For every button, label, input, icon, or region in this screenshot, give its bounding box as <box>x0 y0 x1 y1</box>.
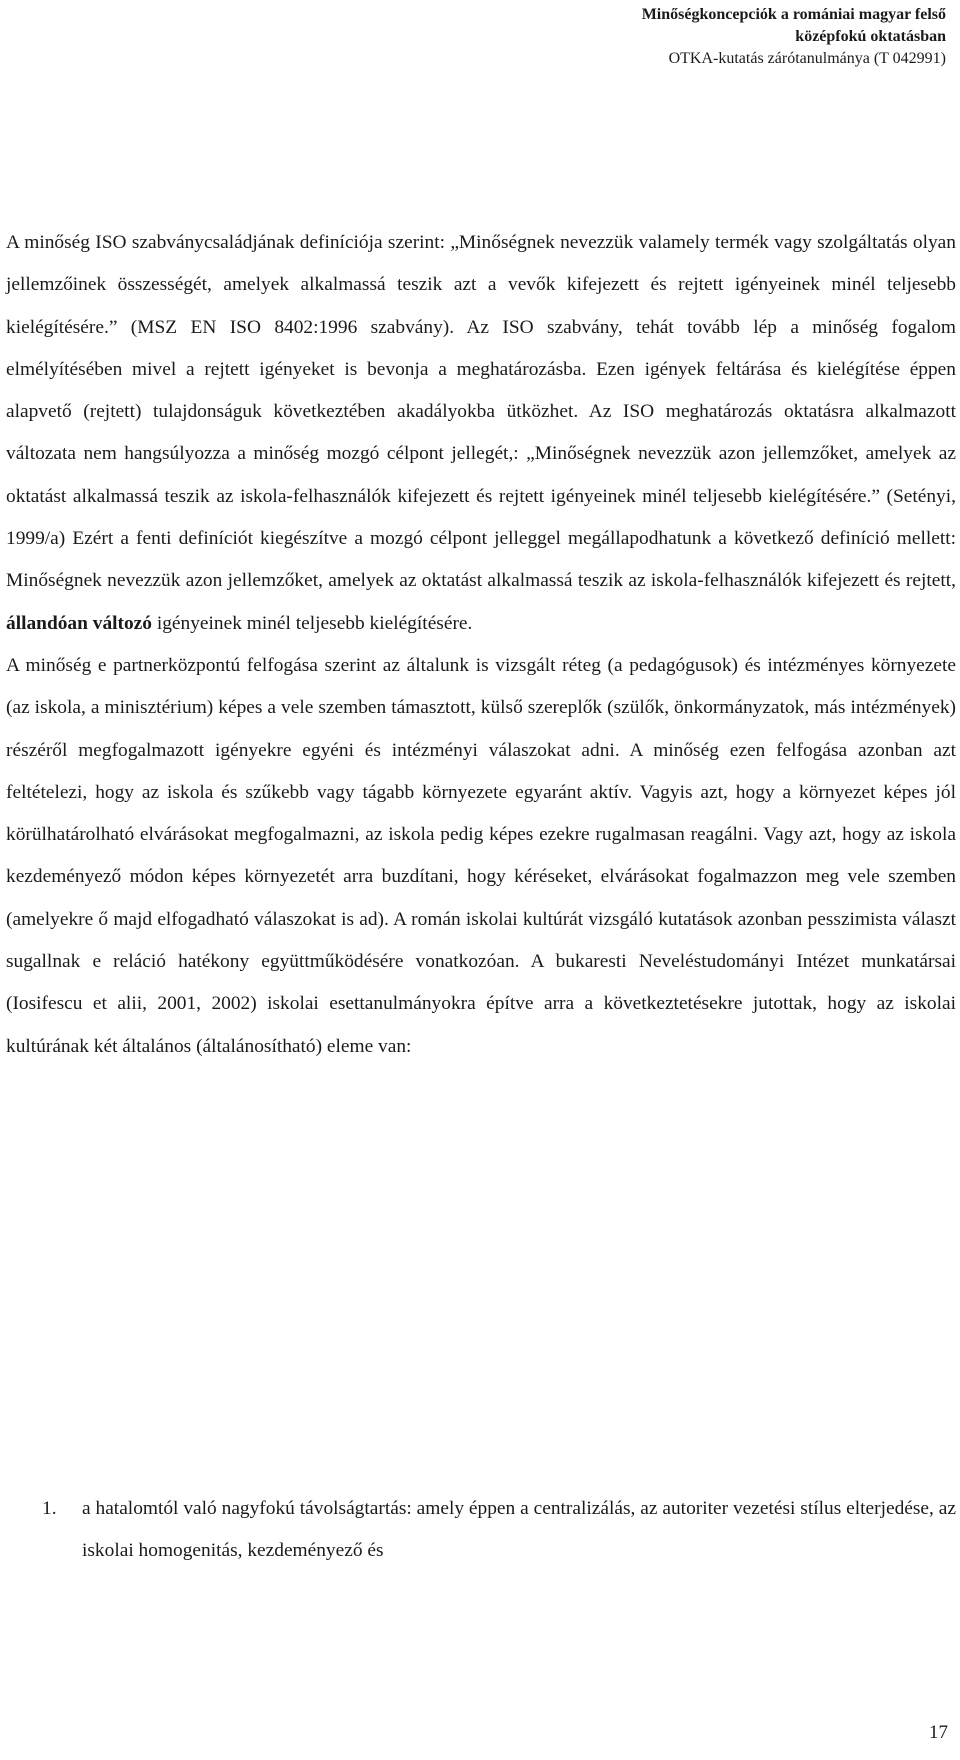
running-header <box>642 4 946 70</box>
body-text <box>6 222 956 1068</box>
paragraph-1-text-b: igényeinek minél teljesebb kielégítésére. <box>152 612 473 634</box>
list-item-text: a hatalomtól való nagyfokú távolságtartás: amely éppen a centralizálás, az autoriter vezetési stílus elterjedése, az iskolai homogenitás, kezdeményező és <box>82 1498 956 1562</box>
page-number: 17 <box>929 1722 948 1743</box>
header-title-line2: középfokú oktatásban <box>795 28 946 45</box>
paragraph-1-text-a: A minőség ISO szabványcsaládjának definíciója szerint: „Minőségnek nevezzük valamely termék vagy szolgáltatás olyan jellemzőinek összességét, amelyek alkalmassá teszik azt a vevők kifejezett és rejtett igényeinek minél teljesebb kielégítésére.” (MSZ EN ISO 8402:1996 szabvány). Az ISO szabvány, tehát tovább lép a minőség fogalom elmélyítésében mivel a rejtett igényeket is bevonja a meghatározásba. Ezen igények feltárása és kielégítése éppen alapvető (rejtett) tulajdonságuk következtében akadályokba ütközhet. Az ISO meghatározás oktatásra alkalmazott változata nem hangsúlyozza a minőség mozgó célpont jellegét,: „Minőségnek nevezzük azon jellemzőket, amelyek az oktatást alkalmassá teszik az iskola-felhasználók kifejezett és rejtett igényeinek minél teljesebb kielégítésére.” (Setényi, 1999/a) Ezért a fenti definíciót kiegészítve a mozgó célpont jelleggel megállapodhatunk a következő definíció mellett: Minőségnek nevezzük azon jellemzőket, amelyek az oktatást alkalmassá teszik az iskola-felhasználók kifejezett és rejtett, <box>6 232 956 592</box>
list-item-number: 1. <box>42 1498 57 1519</box>
header-title-line1: Minőségkoncepciók a romániai magyar felső <box>641 6 946 23</box>
list-item <box>6 1488 956 1573</box>
numbered-list <box>6 1488 956 1573</box>
header-subtitle: OTKA-kutatás zárótanulmánya (T 042991) <box>668 50 946 67</box>
paragraph-partner-centered: A minőség e partnerközpontú felfogása szerint az általunk is vizsgált réteg (a pedagógusok) és intézményes környezete (az iskola, a minisztérium) képes a vele szemben támasztott, külső szereplők (szülők, önkormányzatok, más intézmények) részéről megfogalmazott igényekre egyéni és intézményi válaszokat adni. A minőség ezen felfogása azonban azt feltételezi, hogy az iskola és szűkebb vagy tágabb környezete egyaránt aktív. Vagyis azt, hogy a környezet képes jól körülhatárolható elvárásokat megfogalmazni, az iskola pedig képes ezekre rugalmasan reagálni. Vagy azt, hogy az iskola kezdeményező módon képes környezetét arra buzdítani, hogy kéréseket, elvárásokat fogalmazzon meg vele szemben (amelyekre ő majd elfogadható válaszokat is ad). A román iskolai kultúrát vizsgáló kutatások azonban pesszimista választ sugallnak e reláció hatékony együttműködésére vonatkozóan. A bukaresti Neveléstudományi Intézet munkatársai (Iosifescu et alii, 2001, 2002) iskolai esettanulmányokra építve arra a következtetésekre jutottak, hogy az iskolai kultúrának két általános (általánosítható) eleme van: <box>6 654 956 1057</box>
paragraph-1-bold-phrase: állandóan változó <box>6 612 152 634</box>
paragraph-iso-definition <box>6 222 956 645</box>
